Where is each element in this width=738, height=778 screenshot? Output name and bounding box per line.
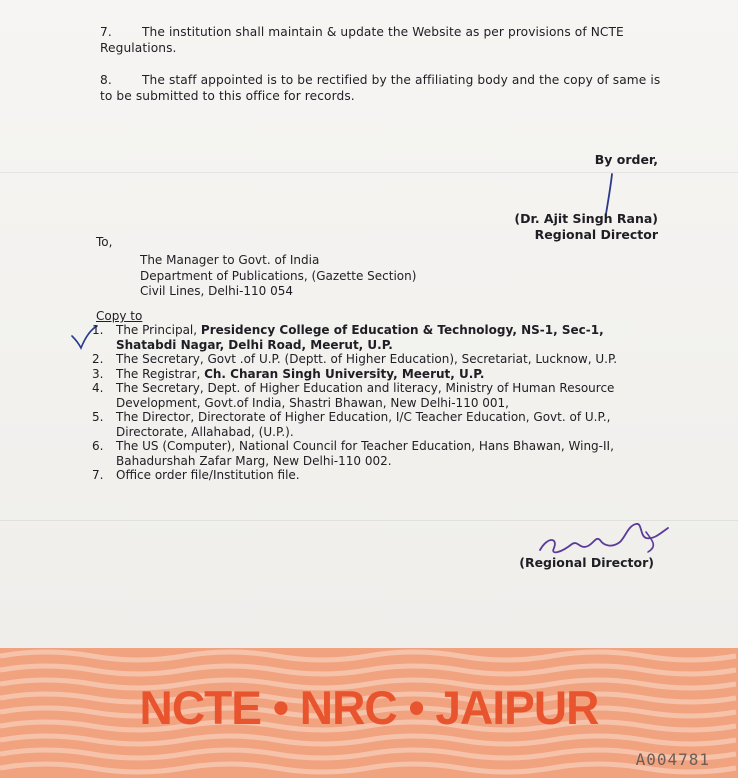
paragraph-number: 8. [100, 73, 112, 87]
copy-to-heading: Copy to [96, 309, 143, 323]
list-text: The Secretary, Dept. of Higher Education and literacy, Ministry of Human Resource Development, Govt.of India, Shastri Bhawan, New Delhi-110 001, [116, 381, 615, 410]
ncte-nrc-jaipur-banner: NCTE • NRC • JAIPUR [139, 681, 599, 734]
to-label: To, [96, 235, 113, 249]
list-text: The Secretary, Govt .of U.P. (Deptt. of Higher Education), Secretariat, Lucknow, U.P. [116, 352, 618, 366]
list-text-bold: Presidency College of Education & Technology, NS-1, Sec-1, Shatabdi Nagar, Delhi Road, Meerut, U.P. [116, 323, 604, 352]
address-line: Civil Lines, Delhi-110 054 [140, 284, 294, 298]
list-number: 4. [92, 381, 104, 395]
paragraph-8 [100, 72, 665, 104]
by-order-text: By order, [594, 152, 658, 167]
list-number: 3. [92, 366, 104, 381]
address-line: The Manager to Govt. of India [140, 253, 320, 267]
paragraph-text: The staff appointed is to be rectified by the affiliating body and the copy of same is [142, 73, 661, 87]
paragraph-text: Regulations. [100, 41, 177, 55]
fold-line [0, 172, 738, 173]
list-text: The US (Computer), National Council for Teacher Education, Hans Bhawan, Wing-II, Bahadurshah Zafar Marg, New Delhi-110 002. [116, 439, 614, 468]
address-line: Department of Publications, (Gazette Section) [140, 268, 417, 283]
list-item [92, 439, 662, 468]
signatory-block [514, 211, 658, 243]
list-item [92, 323, 662, 352]
paragraph-text: The institution shall maintain & update the Website as per provisions of NCTE [142, 25, 624, 39]
list-item [92, 381, 662, 410]
list-number: 2. [92, 352, 104, 366]
signatory-name: (Dr. Ajit Singh Rana) [514, 211, 658, 226]
serial-number: A004781 [635, 750, 710, 769]
list-text: The Director, Directorate of Higher Education, I/C Teacher Education, Govt. of U.P., Directorate, Allahabad, (U.P.). [116, 410, 611, 439]
copy-to-list [92, 323, 662, 483]
list-item [92, 352, 662, 367]
recipient-address [140, 253, 416, 300]
signatory-title: Regional Director [534, 227, 658, 242]
paragraph-7 [100, 24, 665, 56]
list-text-bold: Ch. Charan Singh University, Meerut, U.P. [204, 366, 485, 381]
list-item [92, 468, 662, 483]
list-text: The Principal, [116, 323, 201, 337]
list-item [92, 367, 662, 382]
list-number: 5. [92, 410, 104, 424]
list-number: 1. [92, 323, 104, 337]
list-number: 6. [92, 439, 104, 453]
list-text: The Registrar, [116, 366, 205, 381]
regional-director-label: (Regional Director) [519, 555, 654, 570]
list-text: Office order file/Institution file. [116, 468, 300, 482]
list-number: 7. [92, 468, 104, 482]
paragraph-text: to be submitted to this office for records. [100, 89, 355, 103]
paragraph-number: 7. [100, 25, 112, 39]
list-item [92, 410, 662, 439]
